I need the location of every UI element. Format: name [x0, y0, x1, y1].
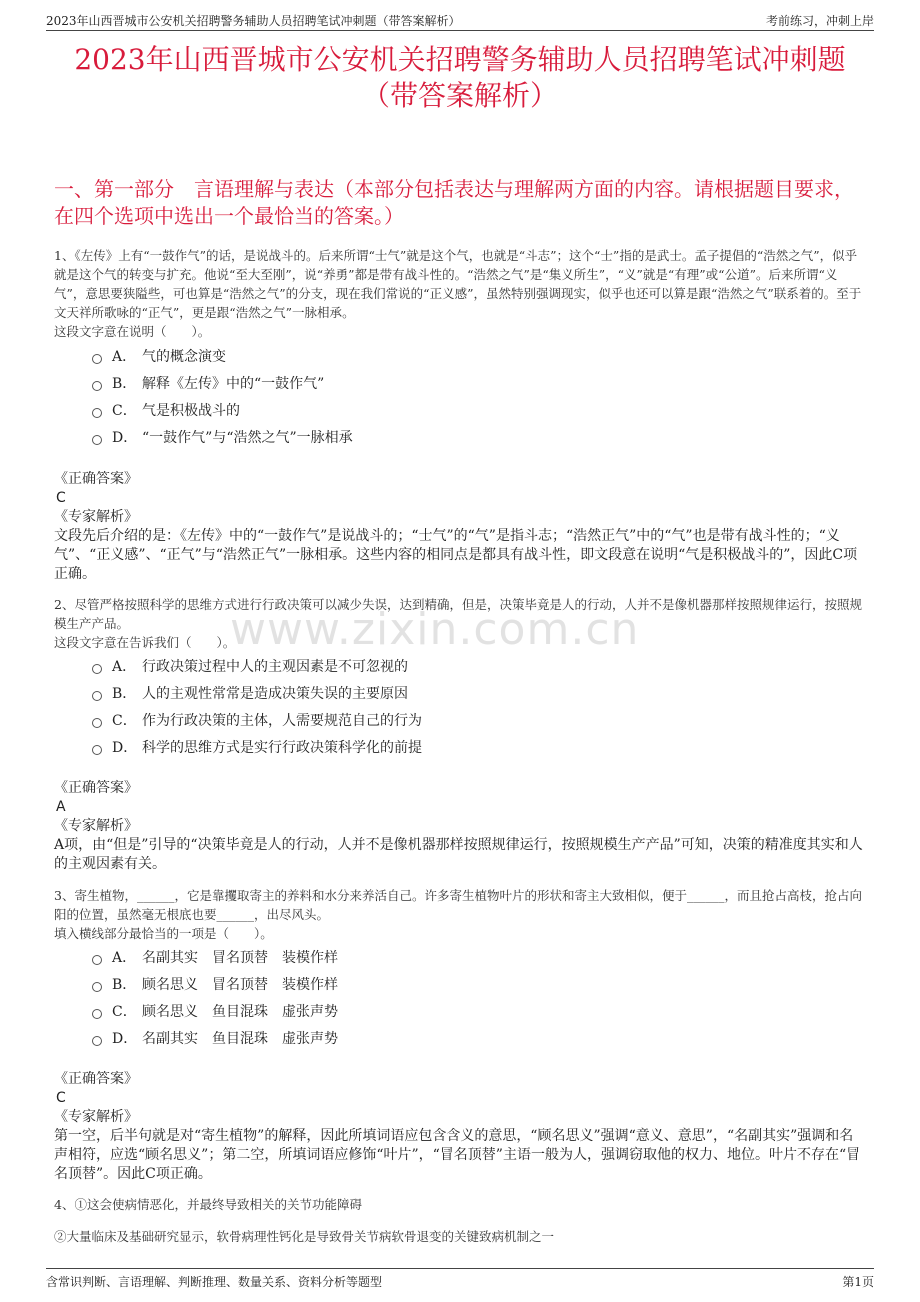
analysis-label: 《专家解析》: [54, 509, 138, 525]
section-heading: 一、第一部分 言语理解与表达（本部分包括表达与理解两方面的内容。请根据题目要求，在四个选项中选出一个最恰当的答案。）: [54, 177, 854, 228]
question-1-options: [92, 342, 353, 450]
question-4-line-2: ②大量临床及基础研究显示，软骨病理性钙化是导致骨关节病软骨退变的关键致病机制之一: [54, 1229, 555, 1244]
option-a[interactable]: A． 气的概念演变: [92, 342, 353, 369]
question-stem: 2、尽管严格按照科学的思维方式进行行政决策可以减少失误，达到精确，但是，决策毕竟是人的行动，人并不是像机器那样按照规律运行，按照规模生产产品。: [54, 597, 862, 631]
question-4-line-1: 4、①这会使病情恶化，并最终导致相关的关节功能障碍: [54, 1197, 362, 1212]
question-prompt: 这段文字意在说明（ ）。: [54, 324, 211, 339]
question-prompt: 填入横线部分最恰当的一项是（ ）。: [54, 926, 273, 941]
radio-icon[interactable]: [92, 381, 102, 391]
analysis-text: 第一空，后半句就是对“寄生植物”的解释，因此所填词语应包含含义的意思，“顾名思义”强调“意义、意思”，“名副其实”强调和名声相符，应选“顾名思义”；第二空，所填词语应修饰“叶片”，“冒名顶替”主语一般为人，强调窃取他的权力、地位。叶片不存在“冒名顶替”。因此C项正确。: [54, 1128, 861, 1182]
question-3-answer: [54, 1070, 866, 1184]
radio-icon[interactable]: [92, 354, 102, 364]
radio-icon[interactable]: [92, 745, 102, 755]
question-3-options: [92, 943, 338, 1051]
option-c[interactable]: C． 顾名思义 鱼目混珠 虚张声势: [92, 997, 338, 1024]
option-d[interactable]: D． 科学的思维方式是实行行政决策科学化的前提: [92, 733, 422, 760]
option-b[interactable]: B． 顾名思义 冒名顶替 装模作样: [92, 970, 338, 997]
question-2-answer: [54, 779, 866, 874]
answer-value: A: [56, 799, 66, 815]
option-a[interactable]: A． 行政决策过程中人的主观因素是不可忽视的: [92, 652, 422, 679]
document-title: [0, 42, 920, 114]
radio-icon[interactable]: [92, 955, 102, 965]
radio-icon[interactable]: [92, 664, 102, 674]
question-2-options: [92, 652, 422, 760]
answer-label: 《正确答案》: [54, 780, 138, 796]
radio-icon[interactable]: [92, 1036, 102, 1046]
header-tagline: 考前练习，冲刺上岸: [765, 14, 874, 28]
radio-icon[interactable]: [92, 718, 102, 728]
page-number: 第1页: [842, 1275, 874, 1289]
radio-icon[interactable]: [92, 408, 102, 418]
option-a[interactable]: A． 名副其实 冒名顶替 装模作样: [92, 943, 338, 970]
option-b[interactable]: B． 人的主观性常常是造成决策失误的主要原因: [92, 679, 422, 706]
radio-icon[interactable]: [92, 435, 102, 445]
option-c[interactable]: C． 作为行政决策的主体，人需要规范自己的行为: [92, 706, 422, 733]
question-2-text: [54, 595, 866, 652]
question-stem: 3、寄生植物，______，它是靠攫取寄主的养料和水分来养活自己。许多寄生植物叶片的形状和寄主大致相似，便于______，而且抢占高枝，抢占向阳的位置，虽然毫无根底也要______，出尽风头。: [54, 888, 862, 922]
analysis-text: 文段先后介绍的是：《左传》中的“一鼓作气”是说战斗的；“士气”的“气”是指斗志；“浩然正气”中的“气”也是带有战斗性的；“义气”、“正义感”、“正气”与“浩然正气”一脉相承。这些内容的相同点是都具有战斗性，即文段意在说明“气是积极战斗的”，因此C项正确。: [54, 528, 858, 582]
title-line-1: 2023年山西晋城市公安机关招聘警务辅助人员招聘笔试冲刺题: [74, 43, 846, 76]
question-1-answer: [54, 470, 866, 584]
radio-icon[interactable]: [92, 982, 102, 992]
header-doc-title: 2023年山西晋城市公安机关招聘警务辅助人员招聘笔试冲刺题（带答案解析）: [46, 14, 461, 28]
page-header: [46, 8, 874, 31]
option-d[interactable]: D． 名副其实 鱼目混珠 虚张声势: [92, 1024, 338, 1051]
title-line-2: （带答案解析）: [361, 79, 558, 112]
option-d[interactable]: D． “一鼓作气”与“浩然之气”一脉相承: [92, 423, 353, 450]
answer-value: C: [56, 1090, 66, 1106]
analysis-text: A项，由“但是”引导的“决策毕竟是人的行动，人并不是像机器那样按照规律运行，按照规模生产产品”可知，决策的精准度其实和人的主观因素有关。: [54, 837, 863, 872]
page-footer: [46, 1268, 874, 1291]
option-c[interactable]: C． 气是积极战斗的: [92, 396, 353, 423]
question-stem: 1、《左传》上有“一鼓作气”的话，是说战斗的。后来所谓“士气”就是这个气，也就是“斗志”；这个“士”指的是武士。孟子提倡的“浩然之气”，似乎就是这个气的转变与扩充。他说“至大至刚”，说“养勇”都是带有战斗性的。“浩然之气”是“集义所生”，“义”就是“有理”或“公道”。后来所谓“义气”，意思要狭隘些，可也算是“浩然之气”的分支，现在我们常说的“正义感”，虽然特别强调现实，似乎也还可以算是跟“浩然之气”联系着的。至于文天祥所歌咏的“正气”，更是跟“浩然之气”一脉相承。: [54, 248, 862, 320]
footer-topics: 含常识判断、言语理解、判断推理、数量关系、资料分析等题型: [46, 1275, 383, 1289]
question-3-text: [54, 886, 866, 943]
option-b[interactable]: B． 解释《左传》中的“一鼓作气”: [92, 369, 353, 396]
analysis-label: 《专家解析》: [54, 1109, 138, 1125]
question-prompt: 这段文字意在告诉我们（ ）。: [54, 635, 236, 650]
radio-icon[interactable]: [92, 1009, 102, 1019]
question-1-text: [54, 246, 866, 341]
answer-value: C: [56, 490, 66, 506]
answer-label: 《正确答案》: [54, 1071, 138, 1087]
answer-label: 《正确答案》: [54, 471, 138, 487]
watermark: www.zixin.com.cn: [230, 604, 640, 655]
analysis-label: 《专家解析》: [54, 818, 138, 834]
radio-icon[interactable]: [92, 691, 102, 701]
